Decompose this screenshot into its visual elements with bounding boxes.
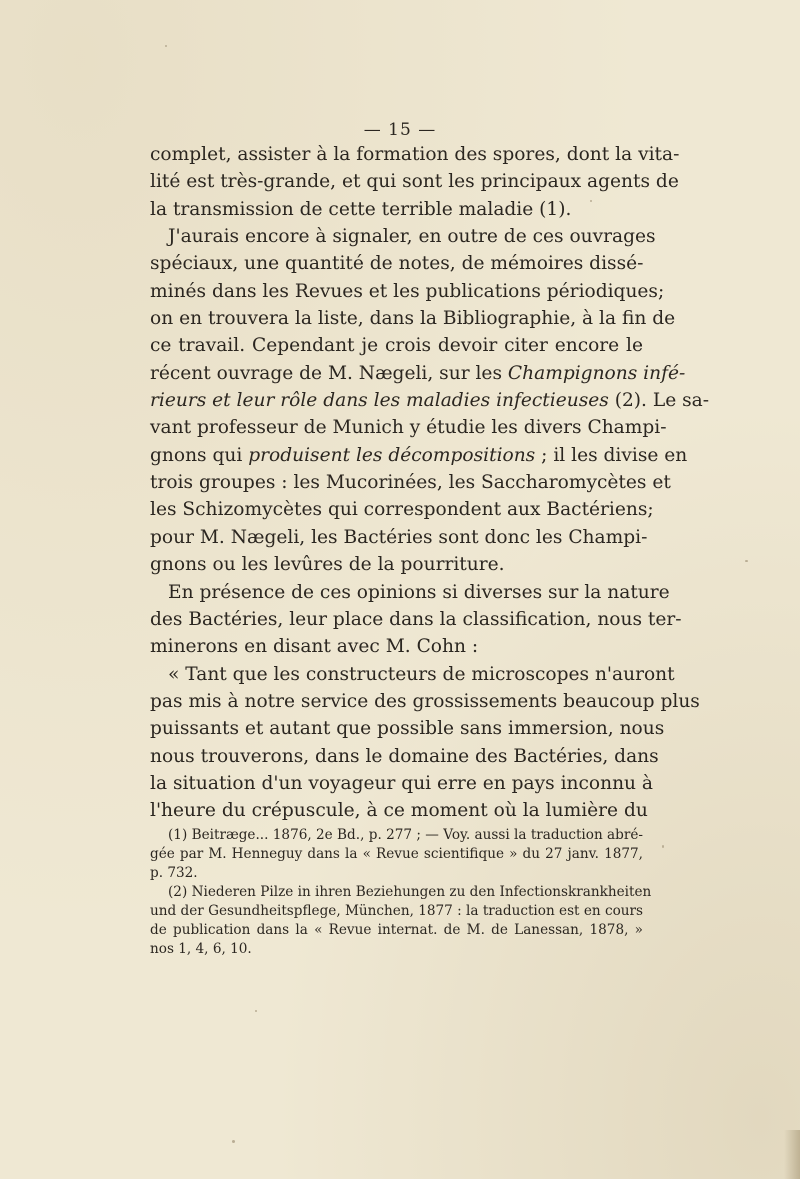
footnotes — [150, 826, 652, 959]
text-line-17: En présence de ces opinions si diverses sur la nature — [168, 581, 670, 603]
text-line-20: « Tant que les constructeurs de microscopes n'auront — [168, 663, 675, 685]
text-line-7: on en trouvera la liste, dans la Bibliographie, à la fin de — [150, 308, 676, 330]
italic-phrase: produisent les décompositions — [248, 444, 536, 466]
footnote-1-line-2: gée par M. Henneguy dans la « Revue scientifique » du 27 janv. 1877, — [150, 846, 643, 862]
italic-title: Champignons infé- — [507, 362, 686, 384]
text-line-5: spéciaux, une quantité de notes, de mémoires dissé- — [150, 253, 644, 275]
text-line-18: des Bactéries, leur place dans la classification, nous ter- — [150, 608, 682, 630]
footnote-2-line-2: und der Gesundheitspflege, München, 1877 : la traduction est en cours — [150, 903, 643, 919]
text-line-13: trois groupes : les Mucorinées, les Saccharomycètes et — [150, 472, 671, 494]
footnote-2-line-1: (2) Niederen Pilze in ihren Beziehungen zu den Infectionskrankheiten — [168, 884, 652, 900]
text-line-1: complet, assister à la formation des spores, dont la vita- — [150, 144, 680, 165]
footnote-2-line-4: nos 1, 4, 6, 10. — [150, 941, 252, 957]
text-line-14: les Schizomycètes qui correspondent aux Bactériens; — [150, 499, 654, 521]
text-line-10: rieurs et leur rôle dans les maladies infectieuses (2). Le sa- — [150, 390, 710, 412]
text-line-25: l'heure du crépuscule, à ce moment où la lumière du — [150, 800, 648, 822]
text-line-23: nous trouverons, dans le domaine des Bactéries, dans — [150, 745, 659, 767]
paper-speck — [662, 845, 664, 848]
footnote-2-line-3: de publication dans la « Revue internat. de M. de Lanessan, 1878, » — [150, 922, 643, 938]
text-line-4: J'aurais encore à signaler, en outre de ces ouvrages — [168, 226, 656, 248]
text-line-9: récent ouvrage de M. Nægeli, sur les Champignons infé- — [150, 362, 686, 384]
italic-title: rieurs et leur rôle dans les maladies infectieuses — [150, 390, 609, 412]
paper-speck — [590, 200, 592, 202]
page-number: — 15 — — [363, 120, 437, 140]
text-line-21: pas mis à notre service des grossissements beaucoup plus — [150, 690, 700, 712]
text-line-8: ce travail. Cependant je crois devoir citer encore le — [150, 335, 643, 357]
page-edge-shadow — [784, 1130, 800, 1179]
text-line-12: gnons qui produisent les décompositions ; il les divise en — [150, 444, 688, 466]
text-line-22: puissants et autant que possible sans immersion, nous — [150, 718, 665, 740]
text-line-11: vant professeur de Munich y étudie les divers Champi- — [150, 417, 667, 439]
footnote-1-line-1: (1) Beitræge... 1876, 2e Bd., p. 277 ; — Voy. aussi la traduction abré- — [168, 827, 643, 843]
text-line-19: minerons en disant avec M. Cohn : — [150, 636, 479, 658]
text-line-2: lité est très-grande, et qui sont les principaux agents de — [150, 171, 679, 193]
paper-speck — [255, 1010, 257, 1012]
text-line-15: pour M. Nægeli, les Bactéries sont donc les Champi- — [150, 526, 648, 548]
text-line-6: minés dans les Revues et les publications périodiques; — [150, 280, 665, 302]
paper-speck — [165, 45, 167, 47]
footnote-1-line-3: p. 732. — [150, 865, 198, 881]
body-text — [150, 141, 710, 825]
text-line-3: la transmission de cette terrible maladie (1). — [150, 198, 572, 220]
paper-speck — [232, 1140, 235, 1143]
paper-speck — [745, 560, 748, 562]
text-line-24: la situation d'un voyageur qui erre en pays inconnu à — [150, 772, 654, 794]
text-line-16: gnons ou les levûres de la pourriture. — [150, 554, 505, 576]
